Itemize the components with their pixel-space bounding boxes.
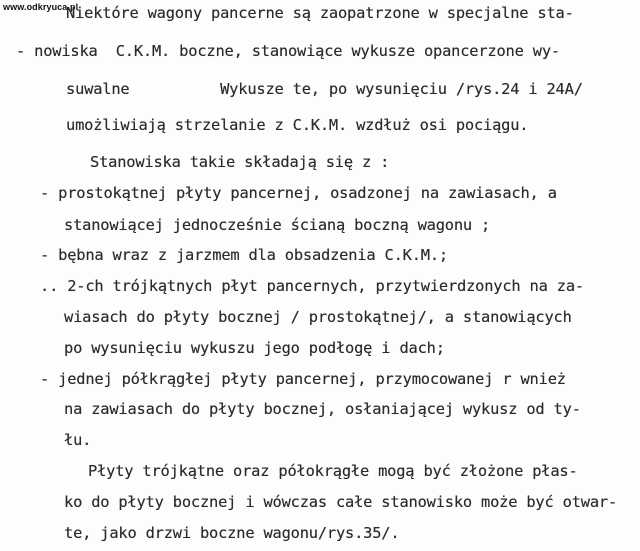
text-line-3: suwalne Wykusze te, po wysunięciu /rys.24 i 24A/ xyxy=(66,80,583,98)
text-line-14: łu. xyxy=(64,431,92,449)
text-line-15: Płyty trójkątne oraz półokrągłe mogą być złożone płas- xyxy=(88,462,578,480)
text-line-2: - nowiska C.K.M. boczne, stanowiące wykusze opancerzone wy- xyxy=(16,42,560,60)
text-line-12: - jednej półkrągłej płyty pancernej, przymocowanej r wnież xyxy=(40,370,566,388)
text-line-9: .. 2-ch trójkątnych płyt pancernych, przytwierdzonych na za- xyxy=(40,277,584,295)
text-line-11: po wysunięciu wykuszu jego podłogę i dach; xyxy=(64,339,445,357)
text-line-16: ko do płyty bocznej i wówczas całe stanowisko może być otwar- xyxy=(64,493,618,511)
text-line-6: - prostokątnej płyty pancernej, osadzonej na zawiasach, a xyxy=(40,184,557,202)
text-line-10: wiasach do płyty bocznej / prostokątnej/, a stanowiących xyxy=(64,308,572,326)
text-line-13: na zawiasach do płyty bocznej, osłaniającej wykusz od ty- xyxy=(64,400,581,418)
text-line-4: umożliwiają strzelanie z C.K.M. wzdłuż osi pociągu. xyxy=(66,116,529,134)
text-line-1: Niektóre wagony pancerne są zaopatrzone w specjalne sta- xyxy=(66,4,574,22)
text-line-5: Stanowiska takie składają się z : xyxy=(90,153,390,171)
site-watermark: www.odkryuca.pl xyxy=(3,2,79,12)
text-line-7: stanowiącej jednocześnie ścianą boczną wagonu ; xyxy=(64,216,491,234)
text-line-8: - bębna wraz z jarzmem dla obsadzenia C.K.M.; xyxy=(40,246,448,264)
text-line-17: te, jako drzwi boczne wagonu/rys.35/. xyxy=(64,524,400,542)
